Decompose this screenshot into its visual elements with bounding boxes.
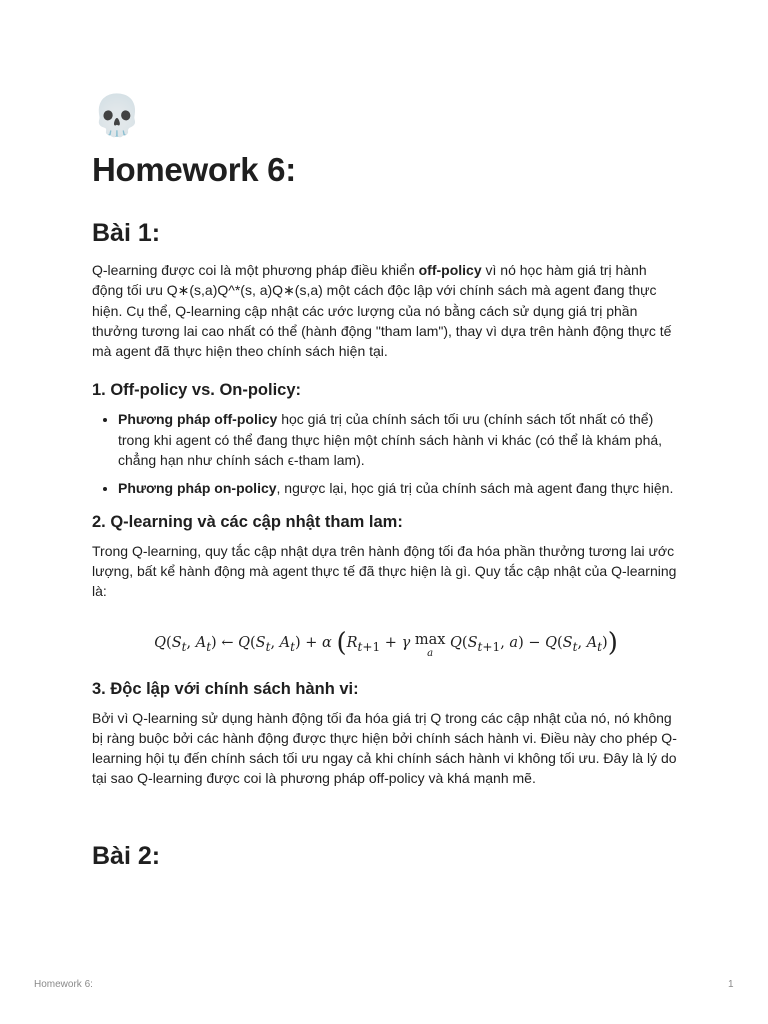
section1-heading: 1. Off-policy vs. On-policy: xyxy=(92,381,302,400)
section3-heading: 3. Độc lập với chính sách hành vi: xyxy=(92,679,359,698)
bai1-heading: Bài 1: xyxy=(92,219,161,247)
intro-text-b: vì nó học hàm giá trị hành động tối ưu Q∗(s,a)Q^*(s, a)Q∗(s,a) một cách độc lập với chính sách mà agent đang thực hiện. Cụ thể, Q-learning cập nhật các ước lượng của nó bằng cách sử dụng giá trị phần thưởng tương lai cao nhất có thể (hành động "tham lam"), thay vì dựa trên hành động thực tế mà agent đã thực hiện theo chính sách hiện tại. xyxy=(92,262,672,360)
bullet-list xyxy=(92,409,680,498)
intro-bold: off-policy xyxy=(418,262,482,278)
page-title: Homework 6: xyxy=(92,151,296,188)
bullet1-bold: Phương pháp off-policy xyxy=(118,411,278,428)
section3-text: Bởi vì Q-learning sử dụng hành động tối đa hóa giá trị Q trong các cập nhật của nó, nó không bị ràng buộc bởi các hành động được thực hiện bởi chính sách hành vi. Điều này cho phép Q-learning hội tụ đến chính sách tối ưu ngay cả khi chính sách hành vi không tối ưu. Đây là lý do tại sao Q-learning được coi là phương pháp off-policy và khá mạnh mẽ. xyxy=(92,709,677,787)
q-learning-formula: $Q(S_t$, $A_t$) ← $Q(S_t$, $A_t) + \alpha$ ($R_{t+1} + \gamma$ max a $Q(S_{t+1}$, $a) - Q(S_t$, $A_t$)) xyxy=(154,627,618,659)
bai2-heading: Bài 2: xyxy=(92,841,161,870)
footer-title: Homework 6: xyxy=(34,979,93,990)
section2-heading: 2. Q-learning và các cập nhật tham lam: xyxy=(92,512,403,531)
skull-icon: 💀 xyxy=(92,93,142,139)
intro-text-a: Q-learning được coi là một phương pháp điều khiển xyxy=(92,262,419,278)
list-item xyxy=(118,409,680,470)
section2-text: Trong Q-learning, quy tắc cập nhật dựa trên hành động tối đa hóa phần thưởng tương lai ước lượng, bất kể hành động mà agent thực tế đã thực hiện là gì. Quy tắc cập nhật của Q-learning là: xyxy=(92,542,677,600)
list-item xyxy=(118,478,680,498)
bullet2-text: , ngược lại, học giá trị của chính sách mà agent đang thực hiện. xyxy=(276,480,674,497)
page-content xyxy=(92,92,680,883)
page-number: 1 xyxy=(728,979,734,990)
bullet2-bold: Phương pháp on-policy xyxy=(118,480,277,497)
bullet1-text: học giá trị của chính sách tối ưu (chính sách tốt nhất có thể) trong khi agent có thể đang thực hiện một chính sách hành vi khác (có thể là khám phá, chẳng hạn như chính sách ϵ-tham lam). xyxy=(118,411,663,469)
bai1-intro xyxy=(92,260,680,361)
